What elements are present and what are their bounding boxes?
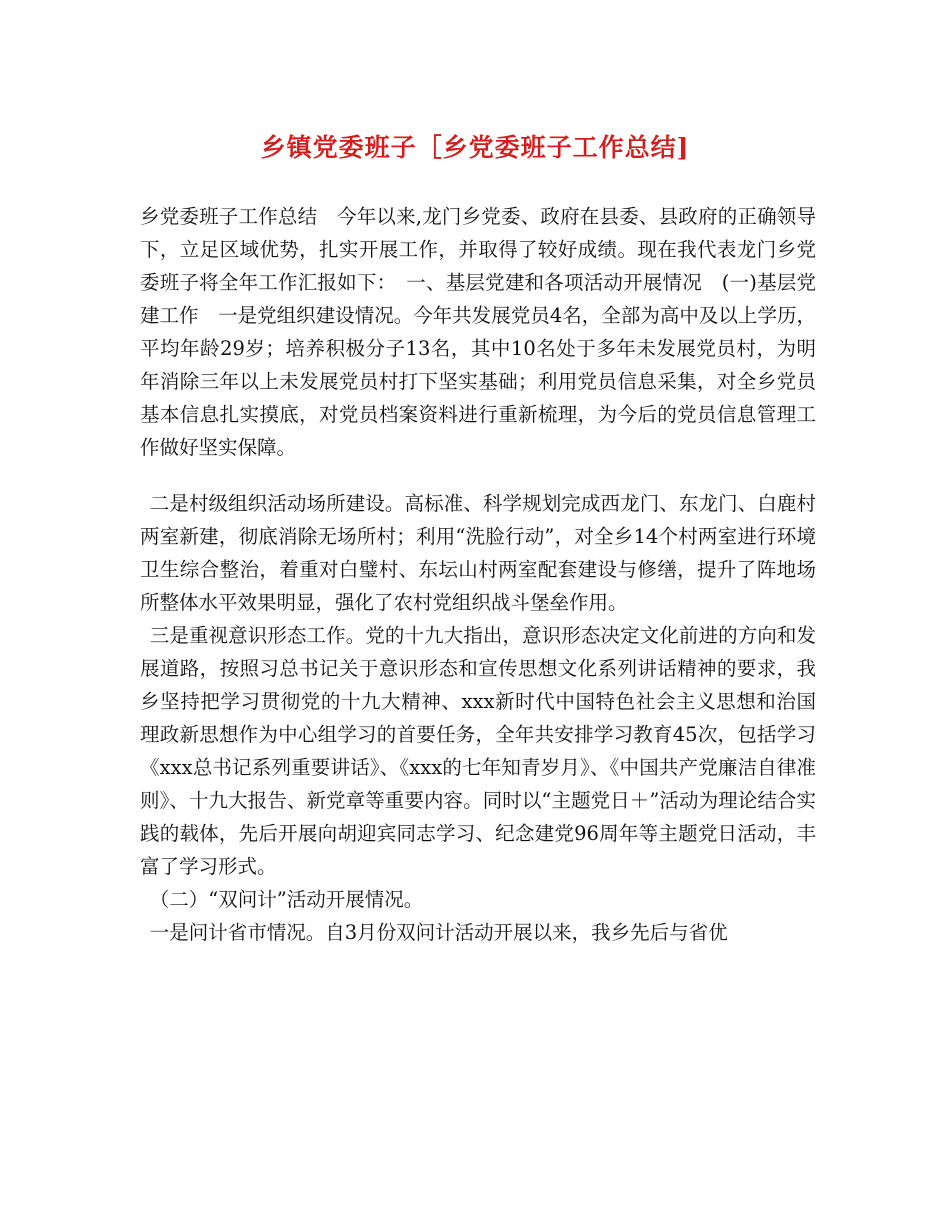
document-title: 乡镇党委班子［乡党委班子工作总结] bbox=[260, 133, 690, 162]
paragraph-gap bbox=[140, 464, 816, 487]
paragraph-3: 三是重视意识形态工作。党的十九大指出，意识形态决定文化前进的方向和发展道路，按照习总书记关于意识形态和宣传思想文化系列讲话精神的要求，我乡坚持把学习贯彻党的十九大精神、xxx新时代中国特色社会主义思想和治国理政新思想作为中心组学习的首要任务，全年共安排学习教育45次，包括学习《xxx总书记系列重要讲话》、《xxx的七年知青岁月》、《中国共产党廉洁自律准则》、十九大报告、新党章等重要内容。同时以“主题党日＋”活动为理论结合实践的载体，先后开展向胡迎宾同志学习、纪念建党96周年等主题党日活动，丰富了学习形式。 bbox=[140, 624, 816, 878]
paragraph-2: 二是村级组织活动场所建设。高标准、科学规划完成西龙门、东龙门、白鹿村两室新建，彻底消除无场所村；利用“洗脸行动”，对全乡14个村两室进行环境卫生综合整治，着重对白璧村、东坛山村两室配套建设与修缮，提升了阵地场所整体水平效果明显，强化了农村党组织战斗堡垒作用。 bbox=[140, 492, 816, 614]
paragraph-5: 一是问计省市情况。自3月份双问计活动开展以来，我乡先后与省优 bbox=[149, 921, 728, 944]
paragraph-4: （二）“双问计”活动开展情况。 bbox=[149, 888, 424, 911]
document-body bbox=[140, 200, 816, 949]
paragraph-1: 乡党委班子工作总结 今年以来,龙门乡党委、政府在县委、县政府的正确领导下，立足区域优势，扎实开展工作，并取得了较好成绩。现在我代表龙门乡党委班子将全年工作汇报如下： 一、基层党建和各项活动开展情况 (一)基层党建工作 一是党组织建设情况。今年共发展党员4名，全部为高中及以上学历，平均年龄29岁；培养积极分子13名，其中10名处于多年未发展党员村，为明年消除三年以上未发展党员村打下坚实基础；利用党员信息采集，对全乡党员基本信息扎实摸底，对党员档案资料进行重新梳理，为今后的党员信息管理工作做好坚实保障。 bbox=[140, 205, 816, 459]
